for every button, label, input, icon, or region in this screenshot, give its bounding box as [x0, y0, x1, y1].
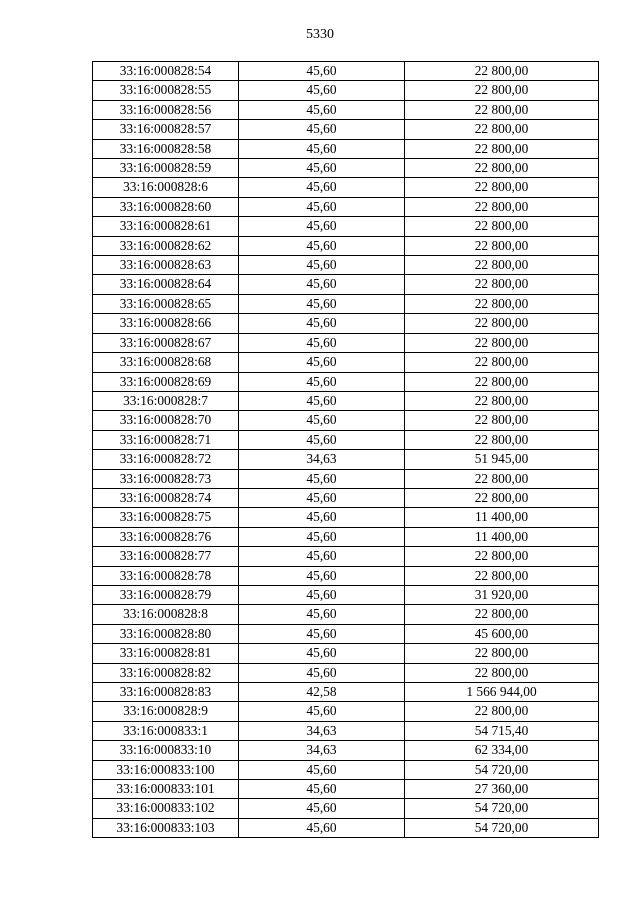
cadastral-number-cell: 33:16:000828:63 [93, 256, 239, 275]
cadastral-number-cell: 33:16:000828:80 [93, 624, 239, 643]
cadastral-number-cell: 33:16:000828:64 [93, 275, 239, 294]
amount-cell: 22 800,00 [405, 469, 599, 488]
cadastral-number-cell: 33:16:000828:83 [93, 683, 239, 702]
cadastral-number-cell: 33:16:000828:59 [93, 159, 239, 178]
cadastral-number-cell: 33:16:000828:66 [93, 314, 239, 333]
cadastral-number-cell: 33:16:000833:101 [93, 780, 239, 799]
rate-cell: 45,60 [239, 62, 405, 81]
rate-cell: 45,60 [239, 605, 405, 624]
rate-cell: 45,60 [239, 547, 405, 566]
amount-cell: 11 400,00 [405, 508, 599, 527]
table-row [93, 760, 599, 779]
amount-cell: 62 334,00 [405, 741, 599, 760]
table-row [93, 644, 599, 663]
amount-cell: 22 800,00 [405, 605, 599, 624]
amount-cell: 22 800,00 [405, 372, 599, 391]
rate-cell: 45,60 [239, 372, 405, 391]
rate-cell: 45,60 [239, 120, 405, 139]
amount-cell: 22 800,00 [405, 62, 599, 81]
data-table [92, 61, 599, 838]
amount-cell: 22 800,00 [405, 120, 599, 139]
rate-cell: 45,60 [239, 799, 405, 818]
amount-cell: 22 800,00 [405, 197, 599, 216]
amount-cell: 54 715,40 [405, 721, 599, 740]
amount-cell: 11 400,00 [405, 527, 599, 546]
cadastral-number-cell: 33:16:000833:102 [93, 799, 239, 818]
cadastral-number-cell: 33:16:000828:76 [93, 527, 239, 546]
cadastral-number-cell: 33:16:000828:71 [93, 430, 239, 449]
page-number: 5330 [306, 27, 334, 42]
table-row [93, 450, 599, 469]
rate-cell: 42,58 [239, 683, 405, 702]
amount-cell: 22 800,00 [405, 411, 599, 430]
cadastral-number-cell: 33:16:000828:72 [93, 450, 239, 469]
rate-cell: 45,60 [239, 663, 405, 682]
rate-cell: 45,60 [239, 644, 405, 663]
cadastral-number-cell: 33:16:000828:78 [93, 566, 239, 585]
cadastral-number-cell: 33:16:000833:1 [93, 721, 239, 740]
table-row [93, 256, 599, 275]
rate-cell: 45,60 [239, 624, 405, 643]
rate-cell: 45,60 [239, 159, 405, 178]
table-row [93, 488, 599, 507]
rate-cell: 34,63 [239, 450, 405, 469]
table-row [93, 333, 599, 352]
rate-cell: 45,60 [239, 294, 405, 313]
amount-cell: 22 800,00 [405, 488, 599, 507]
amount-cell: 22 800,00 [405, 547, 599, 566]
cadastral-number-cell: 33:16:000828:70 [93, 411, 239, 430]
table-row [93, 624, 599, 643]
amount-cell: 22 800,00 [405, 100, 599, 119]
amount-cell: 45 600,00 [405, 624, 599, 643]
amount-cell: 51 945,00 [405, 450, 599, 469]
cadastral-number-cell: 33:16:000828:74 [93, 488, 239, 507]
table-row [93, 702, 599, 721]
table-row [93, 62, 599, 81]
amount-cell: 22 800,00 [405, 275, 599, 294]
cadastral-number-cell: 33:16:000828:62 [93, 236, 239, 255]
amount-cell: 22 800,00 [405, 333, 599, 352]
amount-cell: 22 800,00 [405, 314, 599, 333]
rate-cell: 45,60 [239, 430, 405, 449]
rate-cell: 45,60 [239, 236, 405, 255]
table-row [93, 314, 599, 333]
cadastral-number-cell: 33:16:000828:65 [93, 294, 239, 313]
rate-cell: 45,60 [239, 139, 405, 158]
rate-cell: 34,63 [239, 721, 405, 740]
rate-cell: 45,60 [239, 818, 405, 837]
amount-cell: 22 800,00 [405, 663, 599, 682]
table-row [93, 585, 599, 604]
cadastral-number-cell: 33:16:000828:6 [93, 178, 239, 197]
amount-cell: 22 800,00 [405, 353, 599, 372]
table-row [93, 294, 599, 313]
amount-cell: 22 800,00 [405, 391, 599, 410]
cadastral-number-cell: 33:16:000828:69 [93, 372, 239, 391]
rate-cell: 45,60 [239, 314, 405, 333]
table-row [93, 275, 599, 294]
amount-cell: 1 566 944,00 [405, 683, 599, 702]
table-row [93, 527, 599, 546]
cadastral-number-cell: 33:16:000828:67 [93, 333, 239, 352]
table-row [93, 411, 599, 430]
rate-cell: 45,60 [239, 566, 405, 585]
rate-cell: 45,60 [239, 100, 405, 119]
amount-cell: 22 800,00 [405, 139, 599, 158]
rate-cell: 45,60 [239, 469, 405, 488]
table-row [93, 100, 599, 119]
cadastral-number-cell: 33:16:000828:9 [93, 702, 239, 721]
table-row [93, 197, 599, 216]
table-row [93, 818, 599, 837]
rate-cell: 45,60 [239, 217, 405, 236]
amount-cell: 22 800,00 [405, 81, 599, 100]
table-row [93, 236, 599, 255]
amount-cell: 22 800,00 [405, 217, 599, 236]
cadastral-number-cell: 33:16:000828:57 [93, 120, 239, 139]
cadastral-number-cell: 33:16:000828:73 [93, 469, 239, 488]
table-row [93, 566, 599, 585]
rate-cell: 45,60 [239, 391, 405, 410]
cadastral-number-cell: 33:16:000828:68 [93, 353, 239, 372]
amount-cell: 22 800,00 [405, 256, 599, 275]
rate-cell: 45,60 [239, 527, 405, 546]
table-row [93, 430, 599, 449]
rate-cell: 45,60 [239, 81, 405, 100]
cadastral-number-cell: 33:16:000828:8 [93, 605, 239, 624]
rate-cell: 34,63 [239, 741, 405, 760]
table-row [93, 605, 599, 624]
amount-cell: 54 720,00 [405, 760, 599, 779]
amount-cell: 27 360,00 [405, 780, 599, 799]
table-row [93, 508, 599, 527]
rate-cell: 45,60 [239, 275, 405, 294]
table-row [93, 780, 599, 799]
rate-cell: 45,60 [239, 333, 405, 352]
cadastral-number-cell: 33:16:000828:7 [93, 391, 239, 410]
cadastral-number-cell: 33:16:000833:103 [93, 818, 239, 837]
cadastral-number-cell: 33:16:000833:10 [93, 741, 239, 760]
amount-cell: 22 800,00 [405, 178, 599, 197]
cadastral-number-cell: 33:16:000828:60 [93, 197, 239, 216]
rate-cell: 45,60 [239, 178, 405, 197]
amount-cell: 22 800,00 [405, 430, 599, 449]
table-row [93, 683, 599, 702]
table-row [93, 178, 599, 197]
table-row [93, 120, 599, 139]
cadastral-number-cell: 33:16:000828:61 [93, 217, 239, 236]
table-row [93, 159, 599, 178]
amount-cell: 22 800,00 [405, 566, 599, 585]
rate-cell: 45,60 [239, 585, 405, 604]
amount-cell: 22 800,00 [405, 702, 599, 721]
rate-cell: 45,60 [239, 760, 405, 779]
amount-cell: 22 800,00 [405, 159, 599, 178]
amount-cell: 22 800,00 [405, 644, 599, 663]
table-row [93, 741, 599, 760]
cadastral-number-cell: 33:16:000828:58 [93, 139, 239, 158]
table-row [93, 81, 599, 100]
amount-cell: 54 720,00 [405, 818, 599, 837]
amount-cell: 22 800,00 [405, 294, 599, 313]
cadastral-number-cell: 33:16:000833:100 [93, 760, 239, 779]
cadastral-number-cell: 33:16:000828:81 [93, 644, 239, 663]
rate-cell: 45,60 [239, 411, 405, 430]
cadastral-number-cell: 33:16:000828:55 [93, 81, 239, 100]
cadastral-number-cell: 33:16:000828:79 [93, 585, 239, 604]
rate-cell: 45,60 [239, 256, 405, 275]
rate-cell: 45,60 [239, 488, 405, 507]
table-row [93, 721, 599, 740]
cadastral-number-cell: 33:16:000828:56 [93, 100, 239, 119]
table-row [93, 139, 599, 158]
table-row [93, 391, 599, 410]
table-row [93, 469, 599, 488]
amount-cell: 22 800,00 [405, 236, 599, 255]
rate-cell: 45,60 [239, 508, 405, 527]
table-row [93, 217, 599, 236]
cadastral-number-cell: 33:16:000828:54 [93, 62, 239, 81]
amount-cell: 54 720,00 [405, 799, 599, 818]
cadastral-number-cell: 33:16:000828:75 [93, 508, 239, 527]
table-row [93, 799, 599, 818]
table-body [93, 62, 599, 838]
table-row [93, 372, 599, 391]
cadastral-number-cell: 33:16:000828:77 [93, 547, 239, 566]
table-row [93, 663, 599, 682]
rate-cell: 45,60 [239, 353, 405, 372]
rate-cell: 45,60 [239, 702, 405, 721]
rate-cell: 45,60 [239, 780, 405, 799]
amount-cell: 31 920,00 [405, 585, 599, 604]
rate-cell: 45,60 [239, 197, 405, 216]
table-row [93, 547, 599, 566]
table-row [93, 353, 599, 372]
cadastral-number-cell: 33:16:000828:82 [93, 663, 239, 682]
